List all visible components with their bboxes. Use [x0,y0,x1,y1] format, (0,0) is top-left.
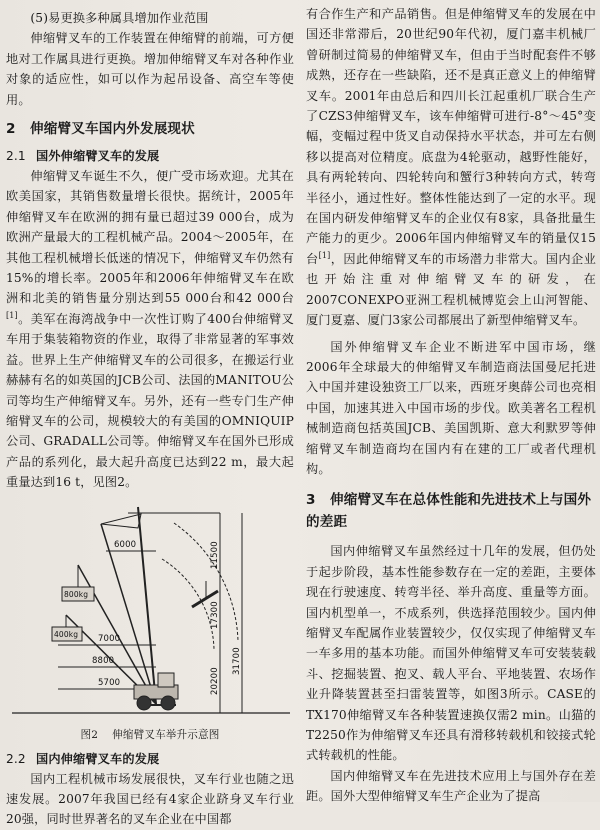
subsection-title: 国外伸缩臂叉车的发展 [36,149,160,164]
telehandler-lift-diagram [6,499,294,727]
subsection-2-1-heading [6,146,294,166]
subsection-number: 2.1 [6,149,26,164]
dim-label-31700: 31700 [232,646,242,675]
section-number: 2 [6,121,16,138]
subsection-title: 国内伸缩臂叉车的发展 [36,751,160,766]
paragraph-intro: 伸缩臂叉车的工作装置在伸缩臂的前端，可方便地对工作属具进行更换。增加伸缩臂叉车对各种作业对象的适应性，如可以作为起吊设备、高空车等使用。 [6,31,294,107]
paragraph-3-a: 国内伸缩臂叉车虽然经过十几年的发展，但仍处于起步阶段，基本性能参数存在一定的差距，主要体现在行驶速度、转弯半径、举升高度、重量等方面。国内机型单一，不成系列，供选择范围较少。国内伸缩臂叉车配属作业装置较少，仅仅实现了伸缩臂叉车一车多用的基本功能。而国外伸缩臂叉车可安装装载斗、挖掘装置、抱叉、载人平台、平地装置、农场作业升降装置甚至扫雷装置等，如图3所示。CASE的TX170伸缩臂叉车各种装置速换仅需2 min。山猫的T2250作为伸缩臂叉车还具有滑移转载机和铰接式轮式转载机的性能。 [306,544,596,763]
figure-title: 伸缩臂叉车举升示意图 [112,728,220,741]
section-3-heading [306,489,596,533]
figure-2-caption [6,727,294,743]
paragraph-3-b: 国内伸缩臂叉车在先进技术应用上与国外存在差距。国外大型伸缩臂叉车生产企业为了提高 [306,768,596,804]
citation: [1] [318,250,331,260]
paragraph-foreign-entry: 国外伸缩臂叉车企业不断进军中国市场，继2006年全球最大的伸缩臂叉车制造商法国曼尼托进入中国并建设独资工厂以来，西班牙奥薛公司也亮相中国，加速其进入中国市场的步伐。欧美著名工程机械制造商包括英国JCB、美国凯斯、意大利默罗等伸缩臂叉车制造商均在国内有在建的工厂或者代理机构。 [306,339,596,476]
dim-label-20200: 20200 [210,666,220,695]
text-run: ，因此伸缩臂叉车的市场潜力非常大。国内企业也开始注重对伸缩臂叉车的研发，在2007CONEXPO亚洲工程机械博览会上山河智能、厦门夏嘉、厦门3家公司都展出了新型伸缩臂叉车。 [306,251,596,328]
item-5: (5)易更换多种属具增加作业范围 [30,11,209,25]
dim-label-11500: 11500 [210,540,220,569]
text-run: 伸缩臂叉车诞生不久，便广受市场欢迎。尤其在欧美国家，其销售数量增长很快。据统计，2005年伸缩臂叉车在欧洲的拥有量已超过39 000台，成为欧洲产量最大的工程机械产品。2004～2005年，在其他工程机械增长低迷的情况下，伸缩臂叉车仍然有15%的增长率。2005年和2006年伸缩臂叉车在欧洲和北美的销售量分别达到55 000台和42 000台 [6,169,294,306]
dim-label-6000: 6000 [114,539,137,550]
boom-head [101,514,141,528]
subsection-2-2-heading [6,749,294,769]
citation: [1] [6,310,18,320]
load-label-400: 400kg [54,629,79,639]
section-title: 伸缩臂叉车在总体性能和先进技术上与国外的差距 [306,492,592,531]
load-label-800: 800kg [64,589,89,599]
section-title: 伸缩臂叉车国内外发展现状 [30,121,195,138]
paragraph-continued [306,4,596,331]
envelope-arc-inner [162,559,214,649]
paragraph-2-2: 国内工程机械市场发展很快，叉车行业也随之迅速发展。2007年我国已经有4家企业跻身叉车行业20强，同时世界著名的叉车企业在中国都 [6,771,294,827]
paragraph-2-1 [6,166,294,493]
section-2-heading [6,118,294,140]
dim-label-17300: 17300 [210,600,220,629]
text-run: 。美军在海湾战争中一次性订购了400台伸缩臂叉车用于集装箱物资的作业，取得了非常显著的军事效益。世界上生产伸缩臂叉车的公司很多，在搬运行业赫赫有名的如英国的JCB公司、法国的MANITOU公司等均生产伸缩臂叉车。另外，还有一些专门生产伸缩臂叉车的公司，规模较大的有美国的OMNIQUIP公司、GRADALL公司等。伸缩臂叉车在国外已形成产品的系列化，最大起升高度已达到22 m，最大起重量达到16 t，见图2。 [6,311,294,490]
dim-label-5700: 5700 [98,677,121,688]
dim-label-8800: 8800 [92,655,115,666]
figure-2 [6,499,294,727]
subsection-number: 2.2 [6,751,26,766]
section-number: 3 [306,492,316,509]
text-run: 有合作生产和产品销售。但是伸缩臂叉车的发展在中国还非常滞后，20世纪90年代初，厦门嘉丰机械厂曾研制过简易的伸缩臂叉车，但由于当时配套件不够成熟，还存在一些缺陷，还不是真正意义上的伸缩臂叉车。2001年由总后和四川长江起重机厂联合生产了CZS3伸缩臂叉车，该车伸缩臂可进行-8°～45°变幅，变幅过程中货叉自动保持水平状态，并可左右侧移以提高对位精度。底盘为4轮驱动，越野性能好，具有两轮转向、四轮转向和蟹行3种转向方式，转弯半径小，通过性好。整体性能达到了一定的水平。现在国内研发伸缩臂叉车的企业仅有8家，具备批量生产能力的更少。2006年国内伸缩臂叉车的销量仅15台 [306,7,596,266]
figure-label: 图2 [80,728,99,741]
right-column [306,0,596,807]
left-column [6,0,294,830]
dim-label-7000: 7000 [98,633,121,644]
